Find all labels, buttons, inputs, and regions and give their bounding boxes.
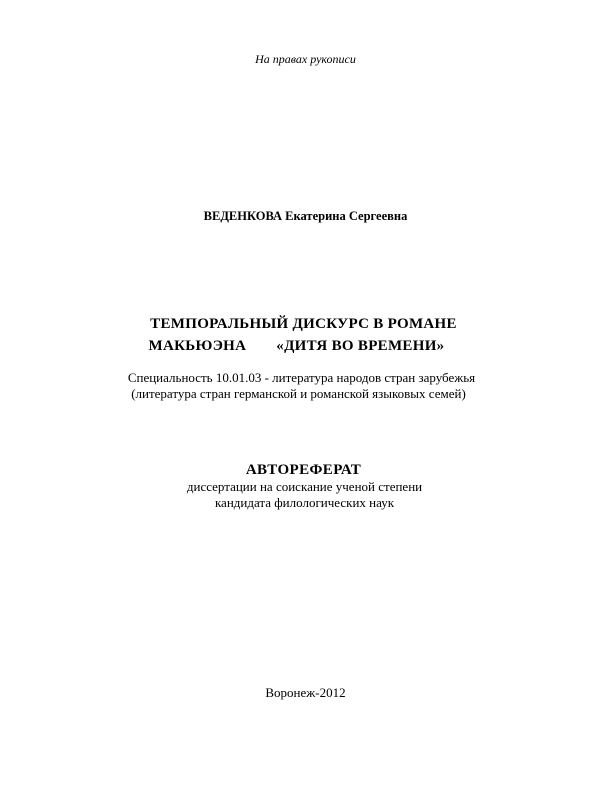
title-line-2: [0, 338, 597, 355]
abstract-line-1: диссертации на соискание ученой степени: [186, 479, 423, 494]
title-line-2-work: «ДИТЯ ВО ВРЕМЕНИ»: [276, 338, 445, 354]
title-line-1: ТЕМПОРАЛЬНЫЙ ДИСКУРС В РОМАНЕ: [150, 316, 457, 332]
abstract-heading: АВТОРЕФЕРАТ: [245, 462, 362, 478]
abstract-line-2: кандидата филологических наук: [214, 495, 395, 510]
specialty-line-1: Специальность 10.01.03 - литература народов стран зарубежья: [127, 370, 476, 385]
city-year: Воронеж-2012: [265, 685, 346, 700]
author-name: ВЕДЕНКОВА Екатерина Сергеевна: [203, 209, 408, 223]
rights-note: На правах рукописи: [255, 52, 356, 66]
title-line-2-author: МАКЬЮЭНА: [148, 338, 247, 354]
specialty-line-2: (литература стран германской и романской языковых семей): [131, 386, 466, 401]
